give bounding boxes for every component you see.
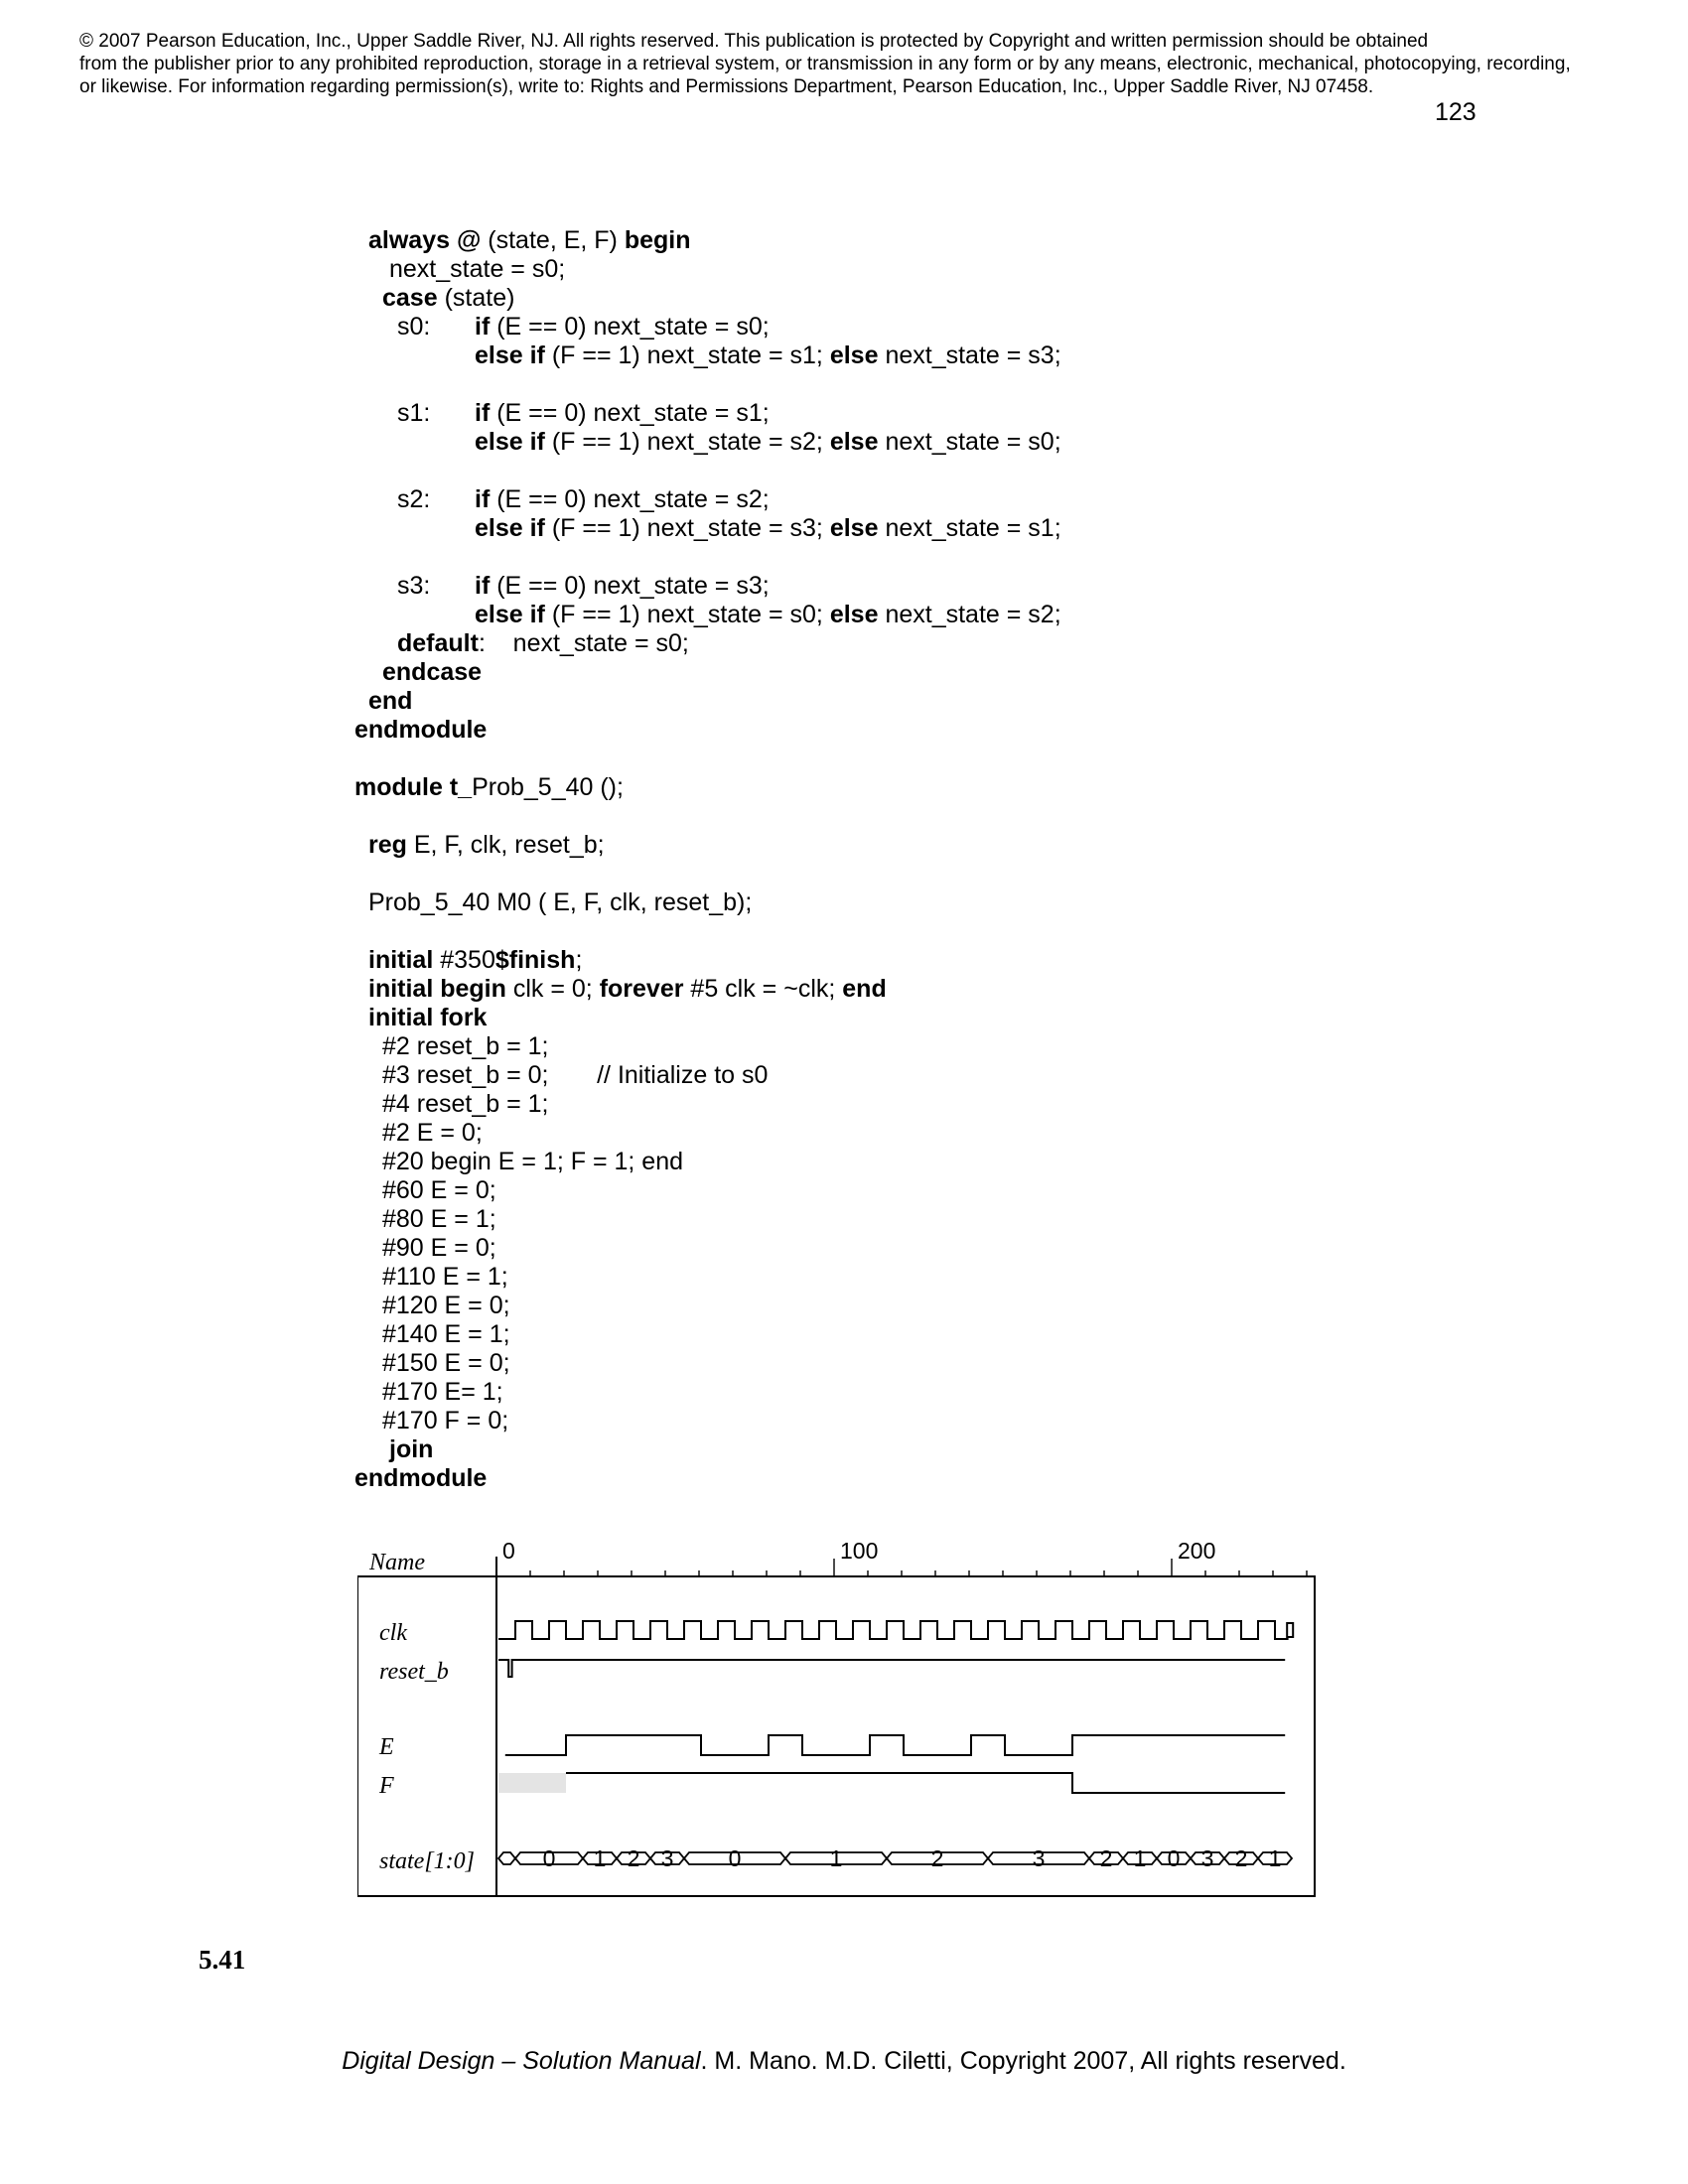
code-token: s0: [397,313,431,341]
code-token: #90 E = 0; [382,1234,496,1262]
code-line [0,485,1688,514]
code-token: else [829,341,879,369]
code-token: Prob_5_40 M0 ( E, F, clk, reset_b); [368,888,753,916]
code-line [0,975,1688,1004]
code-line-text [397,485,430,514]
code-line [0,1176,1688,1205]
code-line-text [389,255,565,284]
code-token: ; [575,946,583,974]
clk-waveform [498,1621,1289,1639]
code-token: initial fork [368,1004,488,1031]
code-token: always @ [368,226,482,254]
code-line [0,629,1688,658]
E-waveform [505,1735,1285,1755]
code-line [0,226,1688,255]
code-token: else if [475,601,545,628]
state-bus-value: 3 [660,1845,674,1871]
code-token: #170 E= 1; [382,1378,503,1406]
state-bus-value: 3 [1032,1845,1046,1871]
copyright-line: from the publisher prior to any prohibited reproduction, storage in a retrieval system, or transmission in any form or by any means, electronic, mechanical, photocopying, recording, [79,54,1571,74]
code-line-text [368,226,691,255]
code-line [0,1464,1688,1493]
code-token: s1: [397,399,431,427]
code-token: (F == 1) next_state = s0; [544,601,830,628]
code-token: next_state = s1; [878,514,1061,542]
code-line [0,917,1688,946]
code-token: #60 E = 0; [382,1176,496,1204]
state-bus-value: 2 [930,1845,944,1871]
code-token: #80 E = 1; [382,1205,496,1233]
code-line [0,428,1688,457]
code-line [0,831,1688,860]
code-token: #3 reset_b = 0; // Initialize to s0 [382,1061,769,1089]
code-token: #120 E = 0; [382,1292,510,1319]
state-bus-value: 2 [1099,1845,1113,1871]
timing-waveform [357,1537,1340,1914]
state-bus-value: 1 [1133,1845,1147,1871]
code-line [0,284,1688,313]
code-line [0,313,1688,341]
code-line [0,1119,1688,1148]
code-line [0,1349,1688,1378]
code-token: #20 begin E = 1; F = 1; end [382,1148,684,1175]
code-token: (state, E, F) [481,226,625,254]
signal-name-clk: clk [379,1620,407,1646]
code-token: else [829,514,879,542]
code-line-statement [475,514,1061,543]
code-token: #170 F = 0; [382,1407,509,1434]
code-token: if [475,313,491,341]
code-line-statement [475,572,770,601]
code-line-text [397,399,430,428]
code-line-text [382,1148,683,1176]
code-line-text [368,946,582,975]
code-token: next_state = s0; [389,255,566,283]
code-token: initial begin [368,975,506,1003]
code-line [0,1090,1688,1119]
code-line [0,1004,1688,1032]
state-bus-value: 0 [542,1845,556,1871]
code-token: next_state = s3; [878,341,1061,369]
code-line-statement [475,341,1061,370]
code-line-text [382,1090,548,1119]
code-line [0,255,1688,284]
code-token: end [842,975,887,1003]
problem-number: 5.41 [199,1945,246,1975]
code-token: (F == 1) next_state = s1; [544,341,830,369]
code-token: next_state = s2; [878,601,1061,628]
code-token: endmodule [354,1464,488,1492]
code-line-text [382,1349,510,1378]
code-line-statement [475,428,1061,457]
verilog-code-listing [0,226,1688,1493]
code-line [0,370,1688,399]
time-tick-label: 200 [1178,1538,1216,1564]
code-line [0,514,1688,543]
footer-book-title: Digital Design – Solution Manual [342,2047,701,2075]
state-bus-value: 1 [593,1845,607,1871]
code-line-text [389,1435,433,1464]
F-unknown-region [498,1773,566,1793]
code-line-statement [475,313,770,341]
clk-end-marker [1287,1623,1293,1637]
code-token: : next_state = s0; [478,629,689,657]
code-token: begin [624,226,691,254]
page-footer [0,2047,1688,2076]
code-line [0,601,1688,629]
code-line-text [382,1407,508,1435]
code-line-text [382,1234,496,1263]
code-token: else if [475,514,545,542]
state-bus-value: 3 [1200,1845,1214,1871]
state-bus-value: 2 [1234,1845,1248,1871]
signal-name-F: F [379,1773,394,1799]
code-token: (E == 0) next_state = s3; [490,572,770,600]
state-bus-value: 2 [627,1845,640,1871]
code-token: #4 reset_b = 1; [382,1090,549,1118]
code-token: #150 E = 0; [382,1349,510,1377]
code-line [0,802,1688,831]
code-token: #110 E = 1; [382,1263,508,1291]
code-token: (F == 1) next_state = s2; [544,428,830,456]
state-bus-value: 0 [1167,1845,1181,1871]
code-line [0,773,1688,802]
footer-credit: . M. Mano. M.D. Ciletti, Copyright 2007, All rights reserved. [700,2047,1346,2075]
code-token: E, F, clk, reset_b; [406,831,605,859]
code-line [0,1205,1688,1234]
code-token: #2 E = 0; [382,1119,483,1147]
code-line-text [382,1205,496,1234]
code-line-text [382,284,514,313]
code-line-text [382,1032,548,1061]
code-token: forever [599,975,684,1003]
code-line-text [382,1378,503,1407]
code-token: endcase [382,658,483,686]
code-line-text [368,1004,487,1032]
code-token: s2: [397,485,431,513]
state-bus-value: 0 [728,1845,742,1871]
code-line [0,860,1688,888]
code-token: (E == 0) next_state = s2; [490,485,770,513]
code-line [0,341,1688,370]
code-line [0,572,1688,601]
code-token: else if [475,341,545,369]
code-line-text [397,629,689,658]
code-line [0,1234,1688,1263]
code-line [0,1292,1688,1320]
copyright-notice [79,30,1628,98]
code-line [0,1061,1688,1090]
code-line-statement [475,601,1061,629]
code-line-text [368,687,412,716]
code-line-text [397,572,430,601]
signal-name-state10: state[1:0] [379,1848,475,1874]
code-token: case [382,284,438,312]
code-line-text [397,313,430,341]
code-token: module t_ [354,773,473,801]
code-token: #5 clk = ~clk; [683,975,843,1003]
code-line [0,457,1688,485]
code-token: endmodule [354,716,488,744]
code-line [0,1407,1688,1435]
state-bus-segment [498,1852,515,1864]
code-line-text [368,888,752,917]
code-line-text [382,1263,508,1292]
code-line [0,745,1688,773]
code-line-text [382,1176,496,1205]
F-waveform [566,1773,1285,1793]
code-line [0,1435,1688,1464]
code-line [0,1148,1688,1176]
name-column-header: Name [369,1550,425,1575]
code-line-text [354,773,624,802]
code-token: else if [475,428,545,456]
code-token: #140 E = 1; [382,1320,510,1348]
code-token: Prob_5_40 (); [472,773,624,801]
copyright-line: or likewise. For information regarding permission(s), write to: Rights and Permissions Department, Pearson Education, Inc., Upper Saddle River, NJ 07458. [79,76,1374,97]
code-line [0,1032,1688,1061]
code-line-text [354,1464,487,1493]
reset_b-waveform [498,1660,1285,1677]
state-bus-value: 1 [829,1845,843,1871]
copyright-line: © 2007 Pearson Education, Inc., Upper Saddle River, NJ. All rights reserved. This publication is protected by Copyright and written permission should be obtained [79,31,1429,52]
state-bus-value: 1 [1268,1845,1282,1871]
code-line [0,543,1688,572]
code-line-text [354,716,487,745]
code-token: $finish [494,946,576,974]
code-line [0,1263,1688,1292]
code-token: (E == 0) next_state = s1; [490,399,770,427]
signal-name-reset_b: reset_b [379,1659,449,1685]
code-line-text [368,831,605,860]
code-line-text [382,658,482,687]
code-token: #350 [433,946,495,974]
time-tick-label: 0 [502,1538,515,1564]
code-token: #2 reset_b = 1; [382,1032,549,1060]
code-line [0,1378,1688,1407]
code-token: (E == 0) next_state = s0; [490,313,770,341]
time-tick-label: 100 [840,1538,879,1564]
code-line-text [382,1292,510,1320]
code-token: (state) [437,284,515,312]
code-line [0,888,1688,917]
code-line [0,399,1688,428]
code-line-text [382,1320,510,1349]
code-token: join [389,1435,434,1463]
code-line [0,716,1688,745]
code-line [0,1320,1688,1349]
code-token: initial [368,946,434,974]
code-line-statement [475,485,770,514]
code-token: s3: [397,572,431,600]
code-token: end [368,687,413,715]
code-token: clk = 0; [505,975,600,1003]
code-line [0,946,1688,975]
code-line-text [382,1119,483,1148]
code-token: default [397,629,479,657]
code-line [0,687,1688,716]
code-line-text [368,975,887,1004]
code-line [0,658,1688,687]
code-line-statement [475,399,770,428]
signal-name-E: E [379,1734,394,1760]
code-token: else [829,601,879,628]
code-token: reg [368,831,407,859]
code-token: if [475,485,491,513]
page-number: 123 [1435,98,1477,126]
code-token: (F == 1) next_state = s3; [544,514,830,542]
code-token: next_state = s0; [878,428,1061,456]
code-token: else [829,428,879,456]
code-line-text [382,1061,768,1090]
code-token: if [475,572,491,600]
code-token: if [475,399,491,427]
